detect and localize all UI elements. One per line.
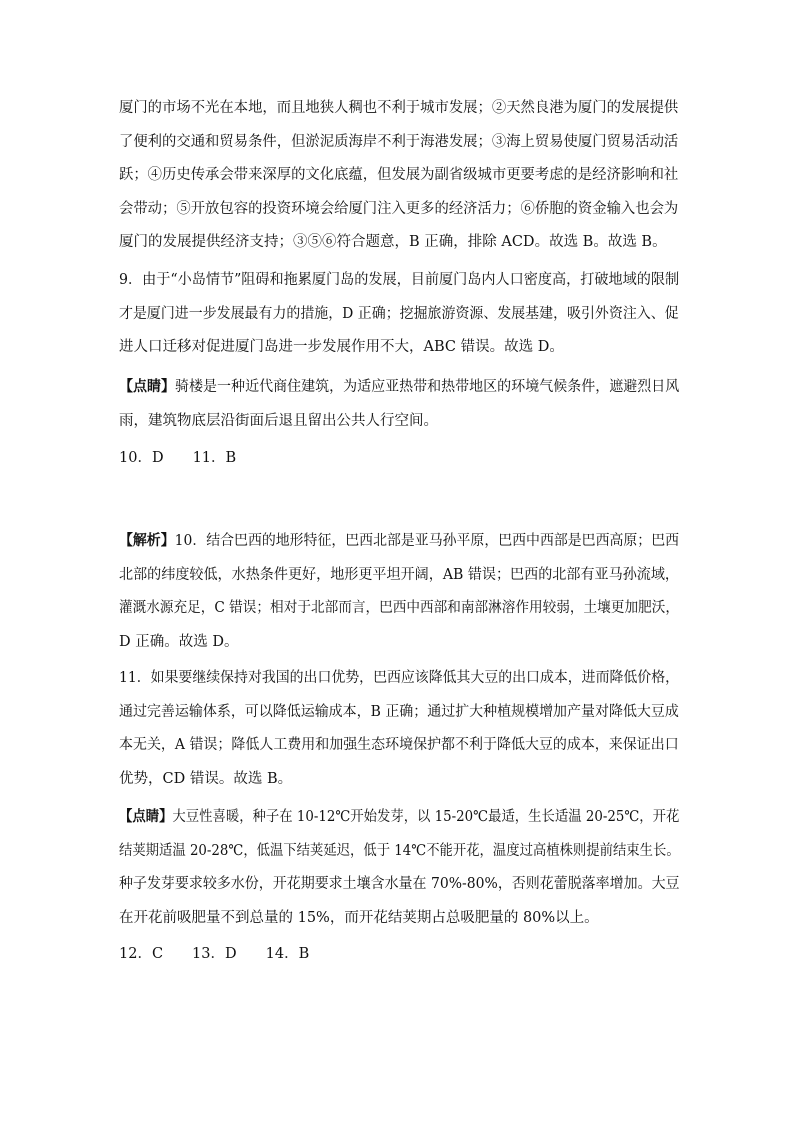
text-line: 【点睛】大豆性喜暖，种子在 10-12℃开始发芽，以 15-20℃最适，生长适温 20-25℃，开花 — [119, 808, 680, 825]
text-line: 12．C 13．D 14．B — [119, 946, 310, 962]
text-line: 本无关，A 错误；降低人工费用和加强生态环境保护都不利于降低大豆的成本，来保证出口 — [119, 737, 679, 753]
text-line: 10．D 11．B — [119, 450, 237, 466]
text-line: 在开花前吸肥量不到总量的 15%，而开花结荚期占总吸肥量的 80%以上。 — [119, 909, 599, 926]
dianjing-tag: 【点睛】 — [119, 378, 176, 395]
text-line: 11．如果要继续保持对我国的出口优势，巴西应该降低其大豆的出口成本，进而降低价格， — [119, 670, 680, 686]
text-line: 通过完善运输体系，可以降低运输成本，B 正确；通过扩大种植规模增加产量对降低大豆成 — [119, 703, 679, 720]
dianjing-tag: 【点睛】 — [119, 808, 173, 825]
jiexi-analysis — [119, 524, 679, 659]
text-line: 雨，建筑物底层沿街面后退且留出公共人行空间。 — [119, 412, 438, 429]
text-line: 了便利的交通和贸易条件，但淤泥质海岸不利于海港发展；③海上贸易使厦门贸易活动活 — [119, 133, 679, 150]
answers-12-14 — [119, 938, 679, 972]
text-line: 灌溉水源充足，C 错误；相对于北部而言，巴西中西部和南部淋溶作用较弱，土壤更加肥沃， — [119, 600, 679, 616]
text-line: 北部的纬度较低，水热条件更好，地形更平坦开阔，AB 错误；巴西的北部有亚马孙流域， — [119, 566, 680, 583]
dianjing-soybean-note — [119, 800, 679, 935]
jiexi-tag: 【解析】 — [119, 532, 175, 549]
text-line: 种子发芽要求较多水份，开花期要求土壤含水量在 70%-80%，否则花蕾脱落率增加。大豆 — [119, 876, 680, 892]
text-line: 才是厦门进一步发展最有力的措施，D 正确；挖掘旅游资源、发展基建，吸引外资注入、促 — [119, 305, 679, 322]
text-line: D 正确。故选 D。 — [119, 633, 239, 650]
text-line: 进人口迁移对促进厦门岛进一步发展作用不大，ABC 错误。故选 D。 — [119, 339, 564, 355]
text-line: 会带动；⑤开放包容的投资环境会给厦门注入更多的经济活力；⑥侨胞的资金输入也会为 — [119, 200, 679, 217]
text-line: 厦门的市场不光在本地，而且地狭人稠也不利于城市发展；②天然良港为厦门的发展提供 — [119, 100, 679, 116]
text-line: 结荚期适温 20-28℃，低温下结荚延迟，低于 14℃不能开花，温度过高植株则提前结束生长。 — [119, 842, 680, 859]
dianjing-note — [119, 370, 679, 438]
text-line: 厦门的发展提供经济支持；③⑤⑥符合题意，B 正确，排除 ACD。故选 B。故选 B。 — [119, 234, 667, 250]
text-line: 【解析】10．结合巴西的地形特征，巴西北部是亚马孙平原，巴西中西部是巴西高原；巴西 — [119, 532, 680, 549]
answers-10-11 — [119, 442, 679, 476]
question-11-explanation — [119, 662, 679, 796]
answer-explanation-paragraph — [119, 92, 679, 260]
text-line: 9．由于“小岛情节”阻碍和拖累厦门岛的发展，目前厦门岛内人口密度高，打破地域的限制 — [119, 272, 680, 288]
text-line: 优势，CD 错误。故选 B。 — [119, 770, 293, 787]
text-line: 跃；④历史传承会带来深厚的文化底蕴，但发展为副省级城市更要考虑的是经济影响和社 — [119, 167, 679, 183]
text-line: 【点睛】骑楼是一种近代商住建筑，为适应亚热带和热带地区的环境气候条件，遮避烈日风 — [119, 378, 680, 395]
question-9-explanation — [119, 264, 679, 365]
